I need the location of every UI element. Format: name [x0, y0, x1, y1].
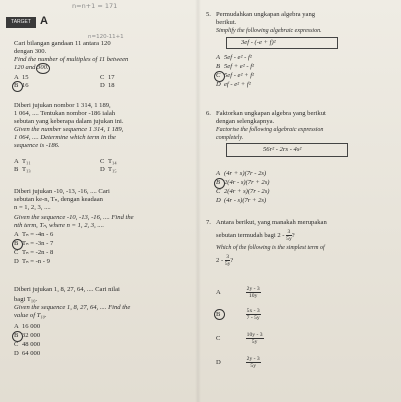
q7l-option-a[interactable]: A 16 000	[14, 323, 41, 330]
q7r-option-a[interactable]: A $\frac{2y - 3}{10y}$	[216, 286, 260, 299]
q7l-text-2: bagi T₁₀.	[14, 296, 38, 303]
q6r-option-b[interactable]: B 2(4r - s)(7r + 2s)	[216, 179, 270, 186]
q5r-expression-box	[226, 37, 338, 49]
q7r-option-b[interactable]: B $\frac{5x - 3}{7 - 5y}$	[216, 308, 260, 321]
q4-option-c[interactable]: C 17	[100, 74, 115, 81]
q5r-number: 5.	[206, 11, 211, 18]
q6l-text-2: sebutan ke-n, Tₙ, dengan keadaan	[14, 196, 103, 203]
q7l-text-3: Given the sequence 1, 8, 27, 64, .... Find the	[14, 304, 131, 311]
q5l-option-a[interactable]: A T₁₁	[14, 158, 31, 165]
q7l-option-c[interactable]: C 48 000	[14, 341, 41, 348]
q4-option-a[interactable]: A 15	[14, 74, 29, 81]
q5l-text-3: sebutan yang keberapa dalam jujukan ini.	[14, 118, 124, 125]
q6r-option-c[interactable]: C 2(4r + s)(7r - 2s)	[216, 188, 270, 195]
q7r-text-3: Which of the following is the simplest term of	[216, 245, 325, 251]
q4-text-en-1: Find the number of multiples of 11 between	[14, 56, 129, 63]
q7r-fraction: $\frac{3}{5y}$	[286, 229, 292, 242]
q6l-text-3: n = 1, 2, 3, ....	[14, 204, 51, 211]
q6l-text-1: Diberi jujukan -10, -13, -16, .... Cari	[14, 188, 110, 195]
pencil-circle-300	[36, 63, 50, 74]
q5l-option-c[interactable]: C T₁₄	[100, 158, 117, 165]
q6l-option-a[interactable]: A Tₙ = -4n - 6	[14, 231, 54, 238]
q6r-option-a[interactable]: A (4r + s)(7r - 2s)	[216, 170, 267, 177]
q7r-text-2: sebutan termudah bagi 2 - $\frac{3}{5y}$ ?	[216, 229, 295, 242]
answer-circle-q4	[12, 81, 23, 92]
q6l-text-5: nth term, Tₙ, where n = 1, 2, 3, ....	[14, 222, 104, 229]
q7r-fraction-2: $\frac{3}{5y}$	[224, 254, 231, 267]
q4-option-b[interactable]: B 16	[14, 82, 29, 89]
q7l-text-1: Diberi jujukan 1, 8, 27, 64, .... Cari nilai	[14, 286, 120, 293]
q5r-text-1: Permudahkan ungkapan algebra yang	[216, 11, 316, 18]
q5l-text-5: 1 064, .... Determine which term in the	[14, 134, 116, 141]
q5r-option-b[interactable]: B 5ef + e² - f²	[216, 63, 255, 70]
q5l-text-4: Given the number sequence 1 314, 1 189,	[14, 126, 124, 133]
q4-text-ms-1: Cari bilangan gandaan 11 antara 120	[14, 40, 111, 47]
q5l-text-2: 1 064, .... Tentukan nombor -186 ialah	[14, 110, 116, 117]
q6l-option-d[interactable]: D Tₙ = -n - 9	[14, 258, 50, 265]
q6r-option-d[interactable]: D (4r - s)(7r + 2s)	[216, 197, 267, 204]
q7l-option-d[interactable]: D 64 000	[14, 350, 41, 357]
q4-text-ms-2: dengan 300.	[14, 48, 47, 55]
q7r-text-1: Antara berikut, yang manakah merupakan	[216, 219, 327, 226]
pencil-calc-q4: n=120-11+1	[88, 34, 124, 40]
q4-option-d[interactable]: D 18	[100, 82, 115, 89]
q7r-number: 7.	[206, 219, 211, 226]
q6l-option-b[interactable]: B Tₙ = -3n - 7	[14, 240, 54, 247]
q7r-option-c[interactable]: C $\frac{10y - 3}{5y}$	[216, 332, 263, 345]
q6r-text-2: dengan selengkapnya.	[216, 118, 275, 125]
q5l-option-d[interactable]: D T₁₅	[100, 166, 117, 173]
q6r-text-3: Factorise the following algebraic expression	[216, 127, 324, 133]
q6l-text-4: Given the sequence -10, -13, -16, .... Find the	[14, 214, 134, 221]
q7l-text-4: value of T₁₀.	[14, 312, 47, 319]
q5l-text-1: Diberi jujukan nombor 1 314, 1 189,	[14, 102, 111, 109]
q5r-option-c[interactable]: C 5ef - e² + f²	[216, 72, 255, 79]
q6r-expression: 56r² - 2rs - 4s²	[263, 146, 302, 153]
q7r-option-d[interactable]: D $\frac{2y - 3}{5y}$	[216, 356, 260, 369]
q4-text-en-2: 120 and 300.	[14, 64, 49, 71]
answer-circle-q7r	[214, 309, 225, 320]
q6r-text-4: completely.	[216, 135, 244, 141]
q5l-text-6: sequence is -186.	[14, 142, 60, 149]
q5r-expression: 3ef - (-e + f)²	[241, 39, 276, 46]
pencil-note-top: n=n+1 = 171	[72, 2, 118, 10]
q5r-option-a[interactable]: A 5ef - e² - f²	[216, 54, 252, 61]
q7r-text-4: 2 - $\frac{3}{5y}$ ?	[216, 254, 234, 267]
q5r-text-en: Simplify the following algebraic expression.	[216, 28, 322, 34]
q7l-option-b[interactable]: B 32 000	[14, 332, 41, 339]
q5r-option-d[interactable]: D ef - e² + f²	[216, 81, 251, 88]
q6r-expression-box	[226, 143, 348, 157]
section-tag: TARGET	[6, 17, 36, 28]
q6r-text-1: Faktorkan ungkapan algebra yang berikut	[216, 110, 326, 117]
q6r-number: 6.	[206, 110, 211, 117]
section-letter: A	[40, 15, 48, 27]
q5r-text-2: berikut.	[216, 19, 237, 26]
page-fold-shadow	[195, 0, 201, 402]
q5l-option-b[interactable]: B T₁₃	[14, 166, 31, 173]
q6l-option-c[interactable]: C Tₙ = -2n - 8	[14, 249, 54, 256]
